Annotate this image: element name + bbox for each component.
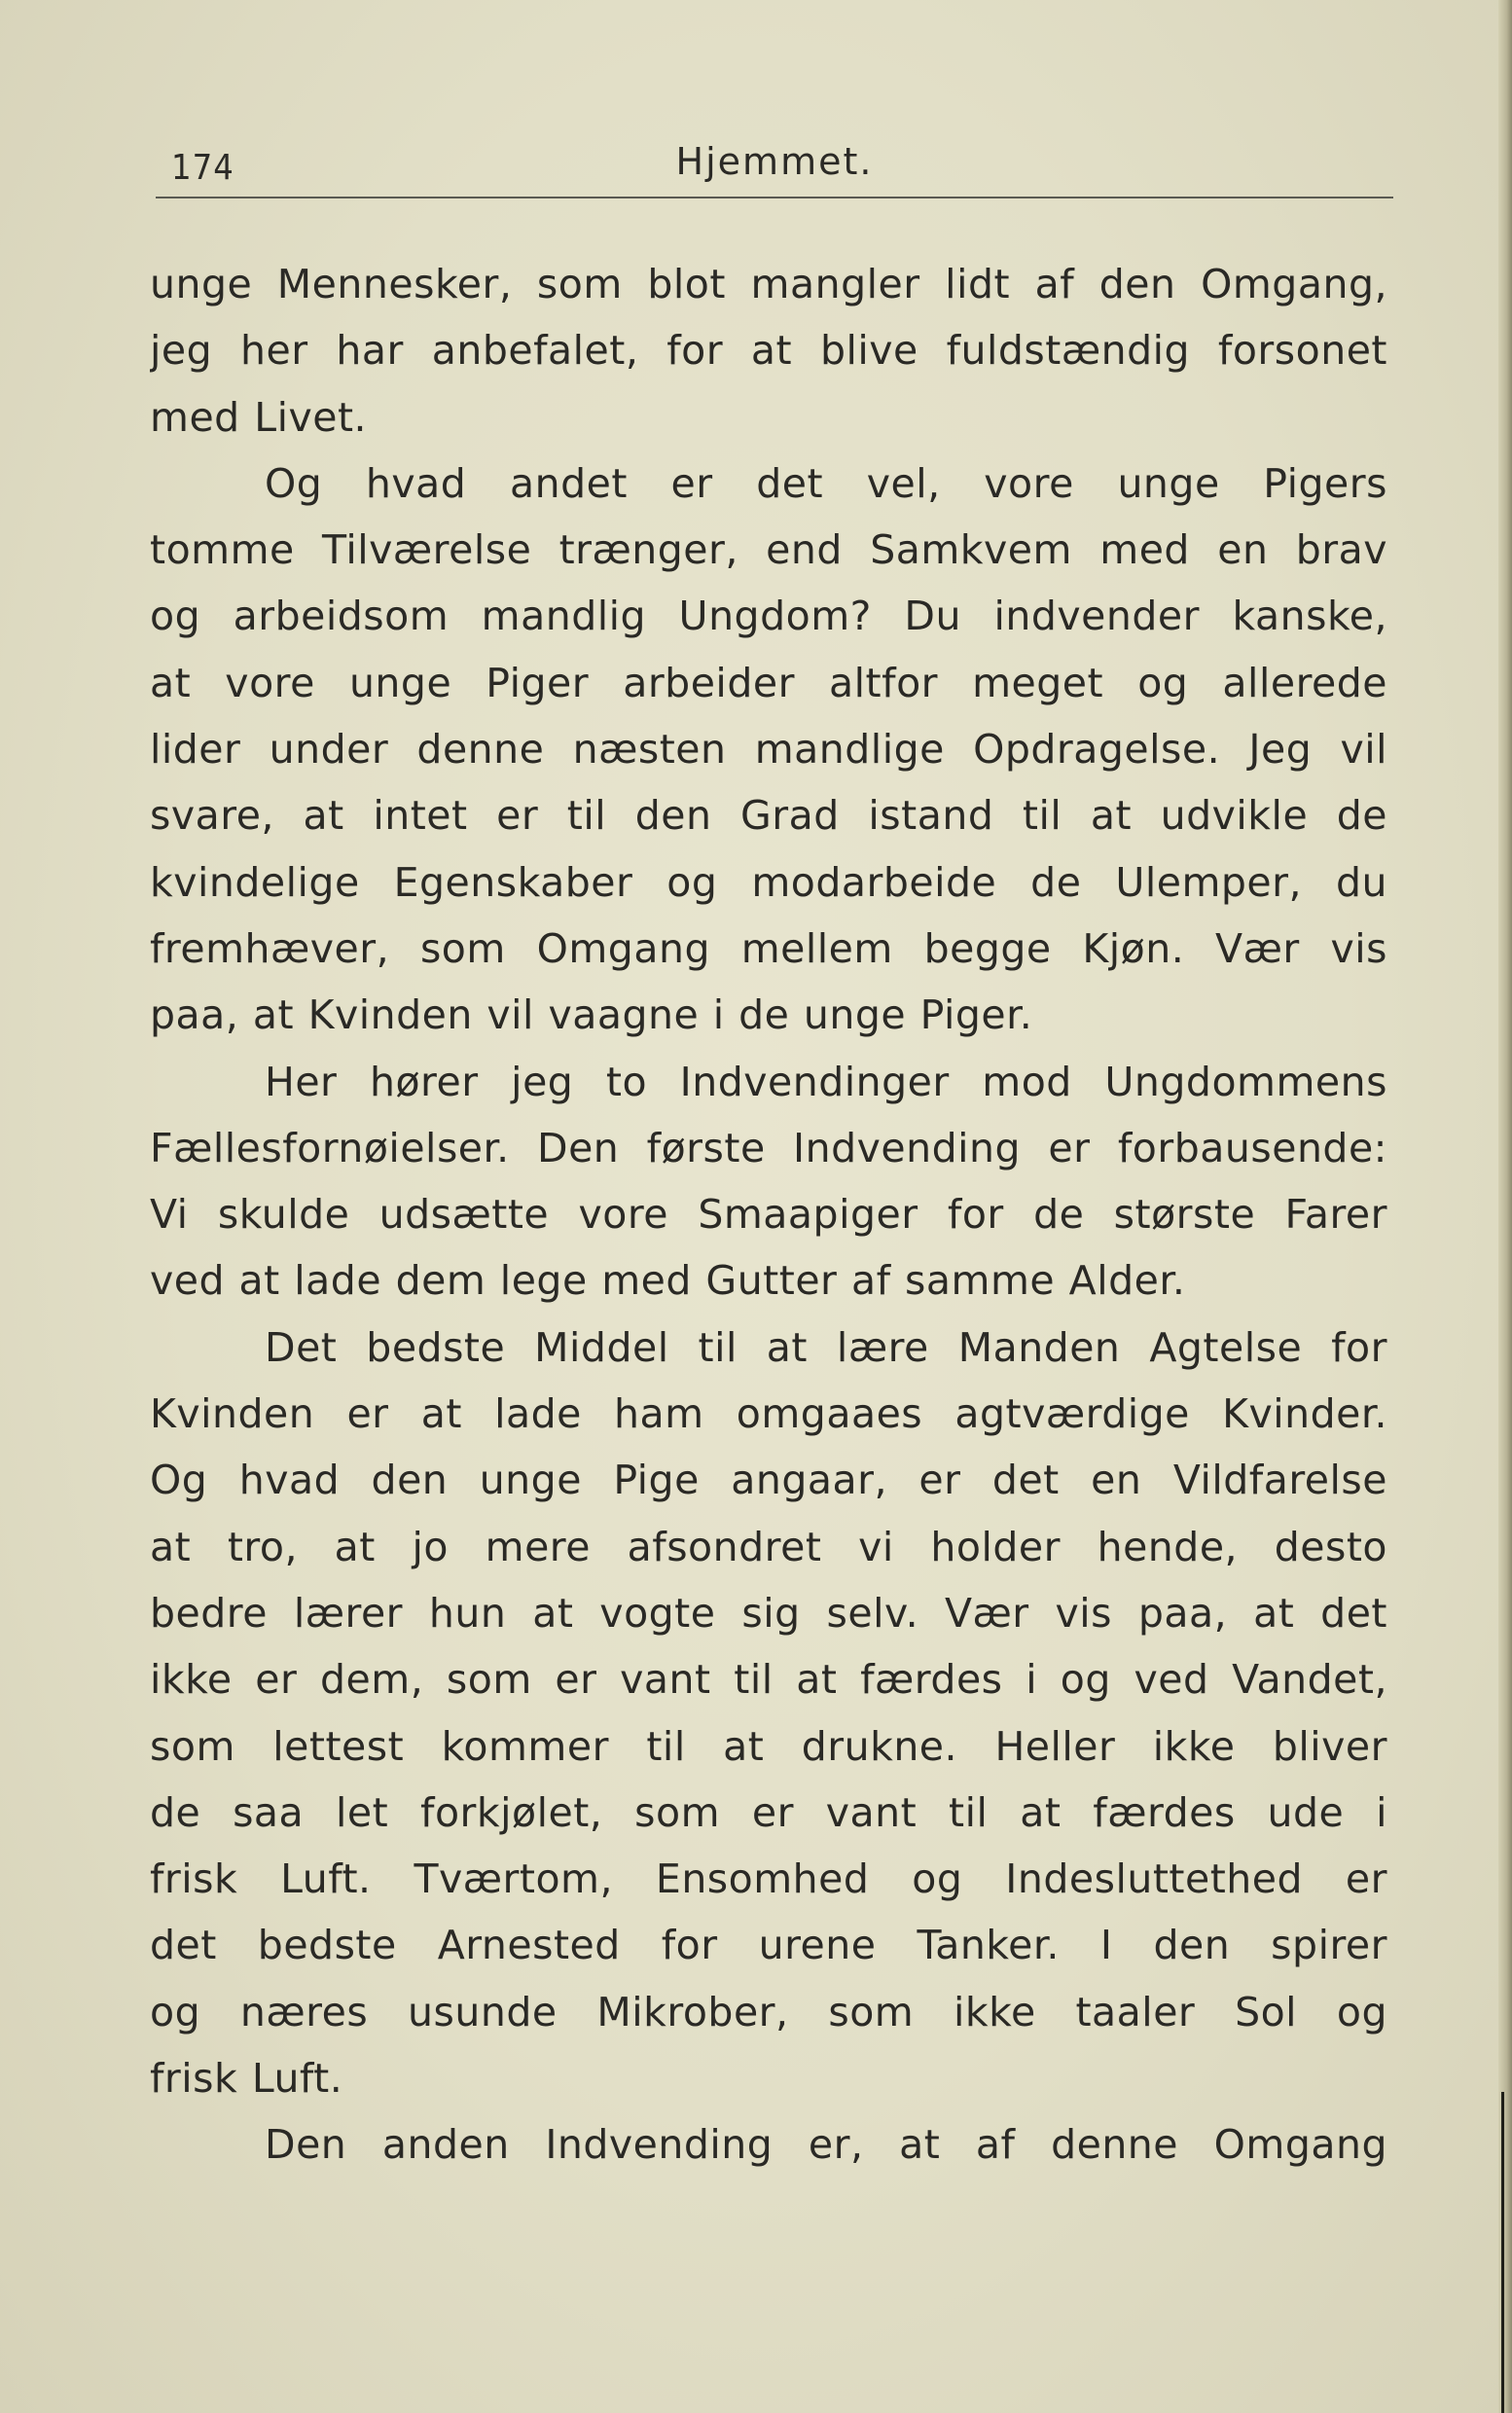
text-line: fremhæver, som Omgang mellem begge Kjøn. Vær vis bbox=[150, 924, 1387, 972]
running-title: Hjemmet. bbox=[675, 140, 874, 183]
text-line: Og hvad andet er det vel, vore unge Pigers bbox=[265, 459, 1387, 507]
text-line: ved at lade dem lege med Gutter af samme Alder. bbox=[150, 1257, 1186, 1305]
text-line: Og hvad den unge Pige angaar, er det en Vildfarelse bbox=[150, 1457, 1387, 1504]
text-line: Fællesfornøielser. Den første Indvending er forbausende: bbox=[150, 1124, 1387, 1171]
text-line: kvindelige Egenskaber og modarbeide de Ulemper, du bbox=[150, 858, 1387, 906]
page-edge bbox=[1498, 0, 1512, 2413]
text-line: og arbeidsom mandlig Ungdom? Du indvender kanske, bbox=[150, 593, 1387, 640]
binding-shadow bbox=[1501, 2092, 1504, 2413]
text-line: de saa let forkjølet, som er vant til at færdes ude i bbox=[150, 1788, 1387, 1836]
text-line: Den anden Indvending er, at af denne Omgang bbox=[265, 2121, 1387, 2169]
text-line: som lettest kommer til at drukne. Heller ikke bliver bbox=[150, 1722, 1387, 1770]
text-line: Kvinden er at lade ham omgaaes agtværdige Kvinder. bbox=[150, 1390, 1387, 1438]
text-line: med Livet. bbox=[150, 393, 368, 441]
page-number: 174 bbox=[171, 148, 234, 188]
text-line: paa, at Kvinden vil vaagne i de unge Piger. bbox=[150, 991, 1033, 1039]
text-line: svare, at intet er til den Grad istand til at udvikle de bbox=[150, 792, 1387, 840]
text-line: frisk Luft. Tværtom, Ensomhed og Indesluttethed er bbox=[150, 1855, 1387, 1903]
text-line: bedre lærer hun at vogte sig selv. Vær vis paa, at det bbox=[150, 1589, 1387, 1637]
body-text bbox=[150, 251, 1387, 2179]
text-line: Det bedste Middel til at lære Manden Agtelse for bbox=[265, 1323, 1387, 1371]
text-line: det bedste Arnested for urene Tanker. I den spirer bbox=[150, 1922, 1387, 1969]
text-line: tomme Tilværelse trænger, end Samkvem med en brav bbox=[150, 526, 1387, 574]
text-line: Her hører jeg to Indvendinger mod Ungdommens bbox=[265, 1058, 1387, 1105]
page-header bbox=[156, 136, 1393, 198]
text-line: unge Mennesker, som blot mangler lidt af den Omgang, bbox=[150, 261, 1387, 307]
text-line: Vi skulde udsætte vore Smaapiger for de største Farer bbox=[150, 1191, 1387, 1239]
text-line: ikke er dem, som er vant til at færdes i og ved Vandet, bbox=[150, 1656, 1387, 1704]
text-line: at tro, at jo mere afsondret vi holder hende, desto bbox=[150, 1523, 1387, 1570]
text-line: frisk Luft. bbox=[150, 2055, 343, 2103]
text-line: lider under denne næsten mandlige Opdragelse. Jeg vil bbox=[150, 726, 1387, 774]
text-line: at vore unge Piger arbeider altfor meget og allerede bbox=[150, 659, 1387, 706]
text-line: jeg her har anbefalet, for at blive fuldstændig forsonet bbox=[150, 327, 1387, 375]
text-line: og næres usunde Mikrober, som ikke taaler Sol og bbox=[150, 1988, 1387, 2035]
